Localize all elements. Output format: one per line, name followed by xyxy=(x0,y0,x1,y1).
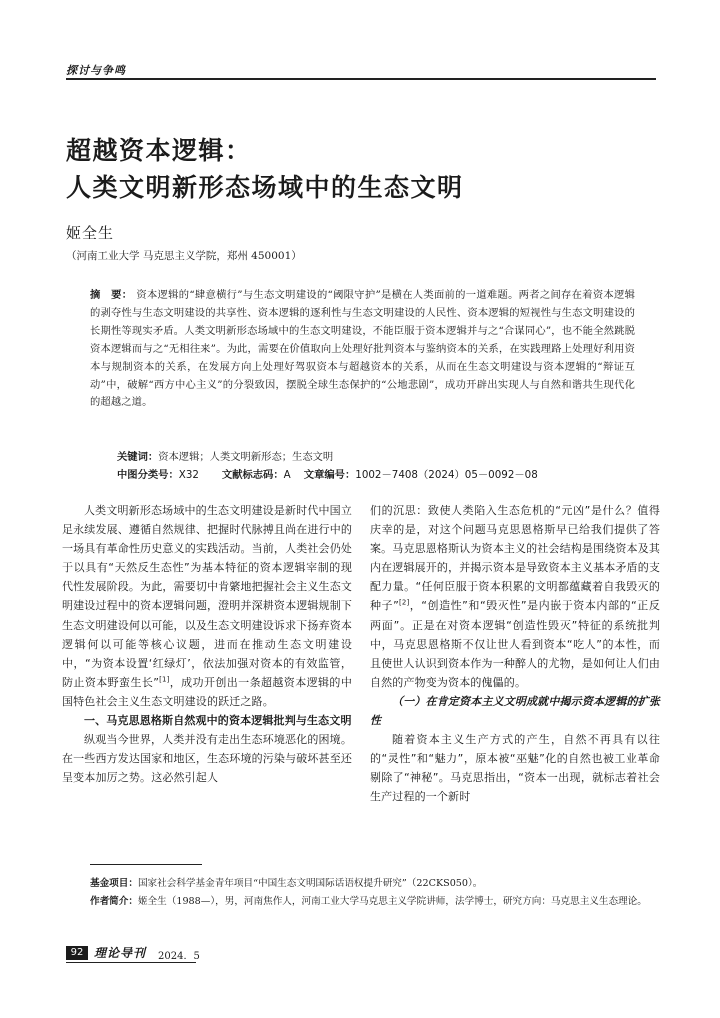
body-column-right xyxy=(370,501,660,807)
author-affiliation: （河南工业大学 马克思主义学院，郑州 450001） xyxy=(66,250,302,262)
header-rule xyxy=(66,78,656,80)
paragraph-text: ，成功开创出一条超越资本逻辑的中国特色社会主义生态文明建设的跃迁之路。 xyxy=(62,675,352,708)
funding-label: 基金项目： xyxy=(90,878,138,889)
clc-label: 中图分类号： xyxy=(117,469,179,481)
page-number: 92 xyxy=(66,946,88,960)
keywords xyxy=(117,448,333,463)
paragraph-text: ，“创造性”和“毁灭性”是内嵌于资本内部的“正反两面”。正是在对资本逻辑“创造性毁灭”特征的系统批判中，马克思恩格斯不仅让世人看到资本“吃人”的本性，而且使世人认识到资本作为一种醉人的尤物，是如何让人们由自然的产物变为资本的傀儡的。 xyxy=(370,599,660,689)
footnote-funding xyxy=(90,876,660,892)
author-name: 姬全生 xyxy=(66,224,115,242)
clc-value: X32 xyxy=(178,469,199,481)
keywords-text: 资本逻辑；人类文明新形态；生态文明 xyxy=(158,451,334,463)
paragraph: 纵观当今世界，人类并没有走出生态环境恶化的困境。在一些西方发达国家和地区，生态环境的污染与破坏甚至还呈变本加厉之势。这必然引起人 xyxy=(62,733,352,785)
paragraph-text: 们的沉思：致使人类陷入生态危机的“元凶”是什么？值得庆幸的是，对这个问题马克思恩格斯早已给我们提供了答案。马克思恩格斯认为资本主义的社会结构是围绕资本及其内在逻辑展开的，并揭示资本是导致资本主义基本矛盾的支配力量。“任何臣服于资本积累的文明都蕴藏着自我毁灭的种子” xyxy=(370,504,660,613)
subsection-heading: （一）在肯定资本主义文明成就中揭示资本逻辑的扩张性 xyxy=(370,694,660,728)
citation-ref: [2] xyxy=(398,598,410,607)
paragraph: 随着资本主义生产方式的产生，自然不再具有以往的“灵性”和“魅力”，原本被“巫魅”化的自然也被工业革命剔除了“神秘”。马克思指出，“资本一出现，就标志着社会生产过程的一个新时 xyxy=(370,733,660,804)
article-title-line2: 人类文明新形态场域中的生态文明 xyxy=(66,173,464,202)
journal-issue: 2024．5 xyxy=(158,951,200,962)
classification-line xyxy=(117,466,538,481)
footnote-rule xyxy=(90,864,202,865)
section-tag: 探讨与争鸣 xyxy=(66,64,126,77)
journal-name: 理论导刊 xyxy=(94,946,147,960)
funding-text: 国家社会科学基金青年项目“中国生态文明国际话语权提升研究”（22CKS050）。 xyxy=(137,878,483,889)
keywords-label: 关键词： xyxy=(117,451,159,463)
citation-ref: [1] xyxy=(159,675,170,684)
paragraph xyxy=(62,501,352,711)
paragraph xyxy=(370,501,660,692)
author-bio-text: 姬全生（1988—），男，河南焦作人，河南工业大学马克思主义学院讲师，法学博士，研究方向：马克思主义生态理论。 xyxy=(137,896,647,907)
section-heading: 一、马克思恩格斯自然观中的资本逻辑批判与生态文明 xyxy=(84,714,352,728)
body-column-left xyxy=(62,501,352,787)
doc-code-value: A xyxy=(283,469,291,481)
abstract-label: 摘 要： xyxy=(90,289,133,301)
abstract xyxy=(90,287,635,412)
paragraph-text: 人类文明新形态场域中的生态文明建设是新时代中国立足永续发展、遵循自然规律、把握时代脉搏且尚在进行中的一场具有革命性历史意义的实践活动。当前，人类社会仍处于以具有“天然反生态性”为基本特征的资本逻辑宰制的现代性发展阶段。为此，需要切中肯綮地把握社会主义生态文明建设过程中的资本逻辑问题，澄明并深耕资本逻辑规制下生态文明建设何以可能，以及生态文明建设诉求下扬弃资本逻辑何以可能等核心议题，进而在推动生态文明建设中，“为资本设置‘红绿灯’，依法加强对资本的有效监管，防止资本野蛮生长” xyxy=(62,504,352,689)
abstract-text: 资本逻辑的“肆意横行”与生态文明建设的“阈限守护”是横在人类面前的一道难题。两者之间存在着资本逻辑的剥夺性与生态文明建设的共享性、资本逻辑的逐利性与生态文明建设的人民性、资本逻辑的短视性与生态文明建设的长期性等现实矛盾。人类文明新形态场域中的生态文明建设，不能臣服于资本逻辑并与之“合谋同心”，也不能全然跳脱资本逻辑而与之“无相往来”。为此，需要在价值取向上处理好批判资本与鉴纳资本的关系，在实践理路上处理好利用资本与规制资本的关系，在发展方向上处理好驾驭资本与超越资本的关系，从而在生态文明建设与资本逻辑的“辩证互动”中，破解“西方中心主义”的分裂致因，摆脱全球生态保护的“公地悲剧”，成功开辟出实现人与自然和谐共生现代化的超越之道。 xyxy=(90,289,636,409)
article-title-line1: 超越资本逻辑： xyxy=(66,136,252,165)
article-number-label: 文章编号： xyxy=(303,469,356,481)
footer-rule xyxy=(66,962,196,963)
footnote-author-bio xyxy=(90,894,660,910)
author-bio-label: 作者简介： xyxy=(90,896,138,907)
article-number-value: 1002－7408（2024）05－0092－08 xyxy=(355,469,538,481)
doc-code-label: 文献标志码： xyxy=(221,469,284,481)
